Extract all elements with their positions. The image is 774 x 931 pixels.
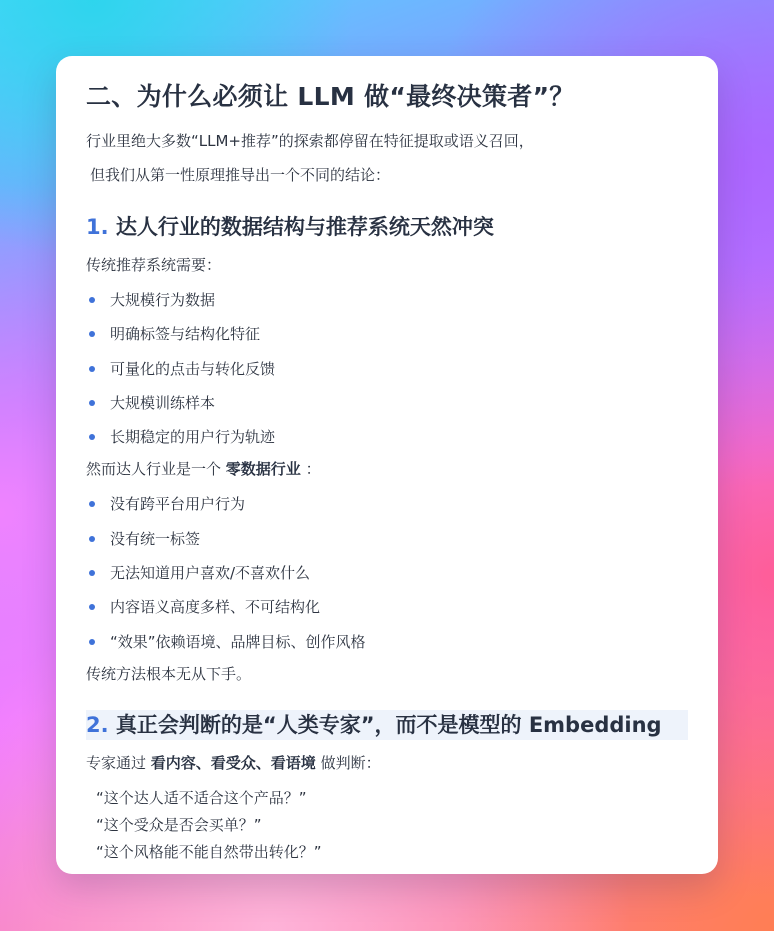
expert-question: “这个风格能不能自然带出转化？” — [96, 842, 322, 861]
list-item — [86, 625, 688, 659]
expert-question: “这个达人适不适合这个产品？” — [96, 788, 307, 807]
list-item-text: 大规模行为数据 — [110, 291, 216, 309]
intro-line-1: 行业里绝大多数“LLM+推荐”的探索都停留在特征提取或语义召回， — [86, 132, 534, 150]
list-item-text: 长期稳定的用户行为轨迹 — [110, 428, 276, 447]
expert-question: “这个受众是否会买单？” — [96, 815, 262, 834]
industry-conflict-statement — [86, 454, 688, 485]
conclusion-text: 传统方法根本无从下手。 — [86, 664, 252, 683]
section-1-number: 1. — [86, 215, 109, 239]
list-item — [86, 317, 688, 351]
expert-prefix: 专家通过 — [86, 753, 151, 772]
traditional-needs-label: 传统推荐系统需要： — [86, 256, 222, 274]
expert-criteria-highlight: 看内容、看受众、看语境 — [150, 753, 316, 772]
expert-suffix: 做判断： — [320, 753, 381, 772]
zero-data-highlight: 零数据行业 — [225, 460, 301, 479]
list-item-text: 没有跨平台用户行为 — [110, 495, 246, 514]
conflict-prefix: 然而达人行业是一个 — [86, 460, 226, 479]
conflict-suffix: ： — [305, 460, 321, 479]
list-item — [86, 522, 688, 556]
list-item — [86, 283, 688, 317]
bullet-icon — [89, 501, 95, 507]
bullet-icon — [89, 570, 95, 576]
traditional-needs-list — [86, 283, 688, 454]
list-item — [86, 556, 688, 590]
expert-questions — [86, 785, 688, 866]
list-item — [86, 386, 688, 420]
list-item-text: 没有统一标签 — [110, 529, 201, 548]
section-2-title: 真正会判断的是“人类专家”，而不是模型的 Embedding — [115, 712, 662, 737]
section-2-number: 2. — [86, 712, 109, 737]
list-item-text: 内容语义高度多样、不可结构化 — [110, 598, 321, 617]
bullet-icon — [89, 639, 95, 645]
bullet-icon — [89, 434, 95, 440]
section-1-title: 达人行业的数据结构与推荐系统天然冲突 — [115, 215, 494, 239]
section-2-heading — [86, 710, 688, 740]
bullet-icon — [89, 366, 95, 372]
bullet-icon — [89, 400, 95, 406]
list-item — [86, 352, 688, 386]
list-item-text: 明确标签与结构化特征 — [110, 325, 261, 344]
article-card — [56, 56, 718, 874]
list-item-text: 可量化的点击与转化反馈 — [110, 359, 276, 378]
bullet-icon — [89, 331, 95, 337]
expert-judgment-statement — [86, 748, 688, 779]
list-item — [86, 420, 688, 454]
bullet-icon — [89, 604, 95, 610]
list-item — [86, 590, 688, 624]
page-title: 二、为什么必须让 LLM 做“最终决策者”？ — [86, 82, 575, 111]
intro-line-2: 但我们从第一性原理推导出一个不同的结论： — [90, 166, 391, 184]
industry-conflicts-list — [86, 487, 688, 658]
intro-paragraph — [86, 124, 688, 192]
list-item-text: 大规模训练样本 — [110, 393, 216, 412]
list-item-text: 无法知道用户喜欢/不喜欢什么 — [110, 564, 311, 583]
bullet-icon — [89, 297, 95, 303]
list-item-text: “效果”依赖语境、品牌目标、创作风格 — [110, 632, 366, 651]
section-1-heading — [86, 212, 688, 242]
bullet-icon — [89, 536, 95, 542]
list-item — [86, 487, 688, 521]
